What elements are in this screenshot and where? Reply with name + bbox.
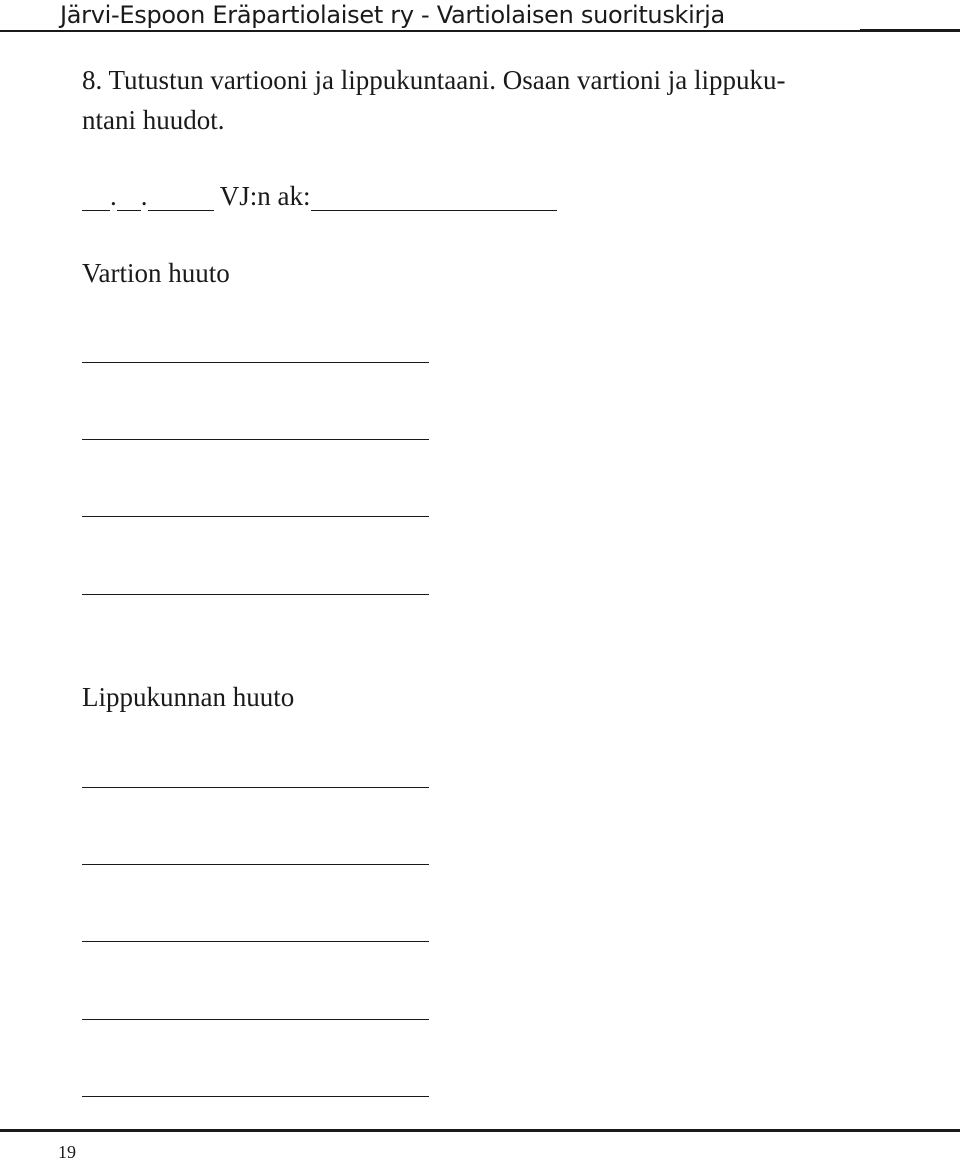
- task-line-2: ntani huudot.: [82, 105, 225, 135]
- header-rule: [0, 30, 960, 32]
- troop-cheer-line-4[interactable]: [82, 1019, 429, 1020]
- header-rule-accent: [860, 29, 960, 32]
- date-day-field[interactable]: [82, 180, 110, 211]
- date-month-field[interactable]: [117, 180, 141, 211]
- troop-cheer-line-5[interactable]: [82, 1096, 429, 1097]
- signature-row: [82, 176, 557, 216]
- date-year-field[interactable]: [148, 180, 214, 211]
- page-number: 19: [58, 1142, 76, 1162]
- footer-rule: [0, 1129, 960, 1132]
- troop-cheer-line-2[interactable]: [82, 864, 429, 865]
- patrol-cheer-label: Vartion huuto: [82, 258, 230, 288]
- troop-cheer-line-3[interactable]: [82, 941, 429, 942]
- patrol-cheer-line-2[interactable]: [82, 439, 429, 440]
- signature-label: VJ:n ak:: [219, 181, 311, 211]
- header-title: Järvi-Espoon Eräpartiolaiset ry - Vartiolaisen suorituskirja: [60, 1, 725, 29]
- patrol-cheer-line-1[interactable]: [82, 362, 429, 363]
- task-description: [82, 60, 882, 140]
- task-line-1: 8. Tutustun vartiooni ja lippukuntaani. Osaan vartioni ja lippuku-: [82, 65, 786, 95]
- patrol-cheer-line-4[interactable]: [82, 594, 429, 595]
- patrol-cheer-line-3[interactable]: [82, 516, 429, 517]
- troop-cheer-line-1[interactable]: [82, 787, 429, 788]
- troop-cheer-label: Lippukunnan huuto: [82, 682, 295, 712]
- date-separator-2: .: [140, 181, 148, 211]
- signature-field[interactable]: [311, 180, 557, 211]
- date-separator-1: .: [110, 181, 117, 211]
